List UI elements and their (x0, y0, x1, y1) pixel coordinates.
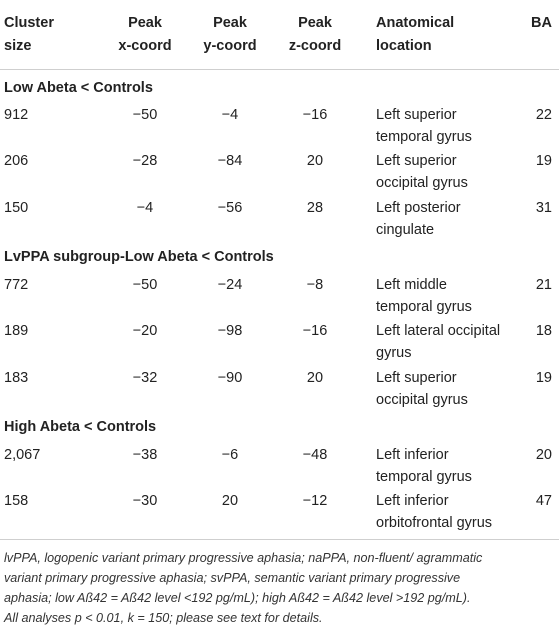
cell-location-line1: Left superior (376, 107, 457, 123)
cell-peak-y: −24 (217, 277, 243, 293)
cell-ba: 20 (535, 447, 552, 463)
section-title-low-abeta: Low Abeta < Controls (4, 80, 153, 96)
section-title-lvppa-low-abeta: LvPPA subgroup-Low Abeta < Controls (4, 249, 274, 265)
cell-location-line2: temporal gyrus (376, 469, 472, 485)
cell-peak-x: −4 (136, 200, 154, 216)
cell-location-line1: Left superior (376, 370, 457, 386)
cell-cluster-size: 772 (4, 277, 29, 293)
cell-peak-x: −20 (132, 323, 158, 339)
cell-ba: 22 (535, 107, 552, 123)
cell-ba: 18 (535, 323, 552, 339)
cell-ba: 21 (535, 277, 552, 293)
header-peak-x-line2: x-coord (118, 38, 172, 54)
header-peak-z-line1: Peak (298, 15, 332, 31)
header-cluster-size-line2: size (4, 38, 32, 54)
cell-ba: 19 (535, 153, 552, 169)
footnote-line: aphasia; low Aß42 = Aß42 level <192 pg/mL); high Aß42 = Aß42 level >192 pg/mL). (4, 591, 471, 605)
cell-peak-x: −28 (132, 153, 158, 169)
cell-peak-z: −16 (302, 323, 328, 339)
cell-location-line2: occipital gyrus (376, 175, 468, 191)
section-title-high-abeta: High Abeta < Controls (4, 419, 157, 435)
cell-location-line2: occipital gyrus (376, 392, 468, 408)
footnote-line: lvPPA, logopenic variant primary progressive aphasia; naPPA, non-fluent/ agrammatic (4, 551, 483, 565)
cell-location-line2: cingulate (376, 222, 435, 238)
cell-cluster-size: 150 (4, 200, 29, 216)
footnote-line: variant primary progressive aphasia; svPPA, semantic variant primary progressive (4, 571, 461, 585)
cell-location-line1: Left inferior (376, 493, 449, 509)
cell-location-line1: Left posterior (376, 200, 461, 216)
cell-peak-y: −98 (217, 323, 243, 339)
cell-cluster-size: 2,067 (4, 447, 41, 463)
header-peak-y-line1: Peak (213, 15, 247, 31)
header-peak-x-line1: Peak (128, 15, 162, 31)
cell-peak-y: −56 (217, 200, 243, 216)
cell-cluster-size: 912 (4, 107, 29, 123)
header-peak-z-line2: z-coord (288, 38, 342, 54)
cell-location-line1: Left middle (376, 277, 447, 293)
cell-peak-z: 20 (306, 153, 324, 169)
header-divider (0, 69, 559, 70)
cell-peak-z: −48 (302, 447, 328, 463)
cell-peak-y: 20 (221, 493, 239, 509)
cell-location-line2: temporal gyrus (376, 129, 472, 145)
cell-ba: 19 (535, 370, 552, 386)
table-bottom-divider (0, 539, 559, 540)
cell-peak-y: −84 (217, 153, 243, 169)
cell-peak-z: −8 (306, 277, 324, 293)
cell-location-line2: gyrus (376, 345, 412, 361)
cell-peak-z: −16 (302, 107, 328, 123)
cell-peak-z: 20 (306, 370, 324, 386)
cell-peak-y: −4 (221, 107, 239, 123)
cell-cluster-size: 206 (4, 153, 29, 169)
cell-peak-x: −50 (132, 277, 158, 293)
cell-cluster-size: 183 (4, 370, 29, 386)
cell-cluster-size: 158 (4, 493, 29, 509)
cell-peak-x: −38 (132, 447, 158, 463)
cell-location-line1: Left lateral occipital (376, 323, 501, 339)
cell-location-line1: Left superior (376, 153, 457, 169)
cell-peak-x: −30 (132, 493, 158, 509)
cell-location-line1: Left inferior (376, 447, 449, 463)
cell-ba: 31 (535, 200, 552, 216)
header-location-line2: location (376, 38, 432, 54)
cell-location-line2: temporal gyrus (376, 299, 472, 315)
header-location-line1: Anatomical (376, 15, 455, 31)
table-footnote (4, 548, 552, 628)
cell-peak-z: 28 (306, 200, 324, 216)
cell-peak-y: −90 (217, 370, 243, 386)
cell-peak-x: −32 (132, 370, 158, 386)
cell-peak-z: −12 (302, 493, 328, 509)
cell-ba: 47 (535, 493, 552, 509)
cell-peak-y: −6 (221, 447, 239, 463)
cell-cluster-size: 189 (4, 323, 29, 339)
header-ba: BA (531, 15, 552, 31)
header-peak-y-line2: y-coord (203, 38, 257, 54)
footnote-line: All analyses p < 0.01, k = 150; please see text for details. (4, 611, 323, 625)
cell-peak-x: −50 (132, 107, 158, 123)
header-cluster-size-line1: Cluster (4, 15, 54, 31)
cell-location-line2: orbitofrontal gyrus (376, 515, 493, 531)
